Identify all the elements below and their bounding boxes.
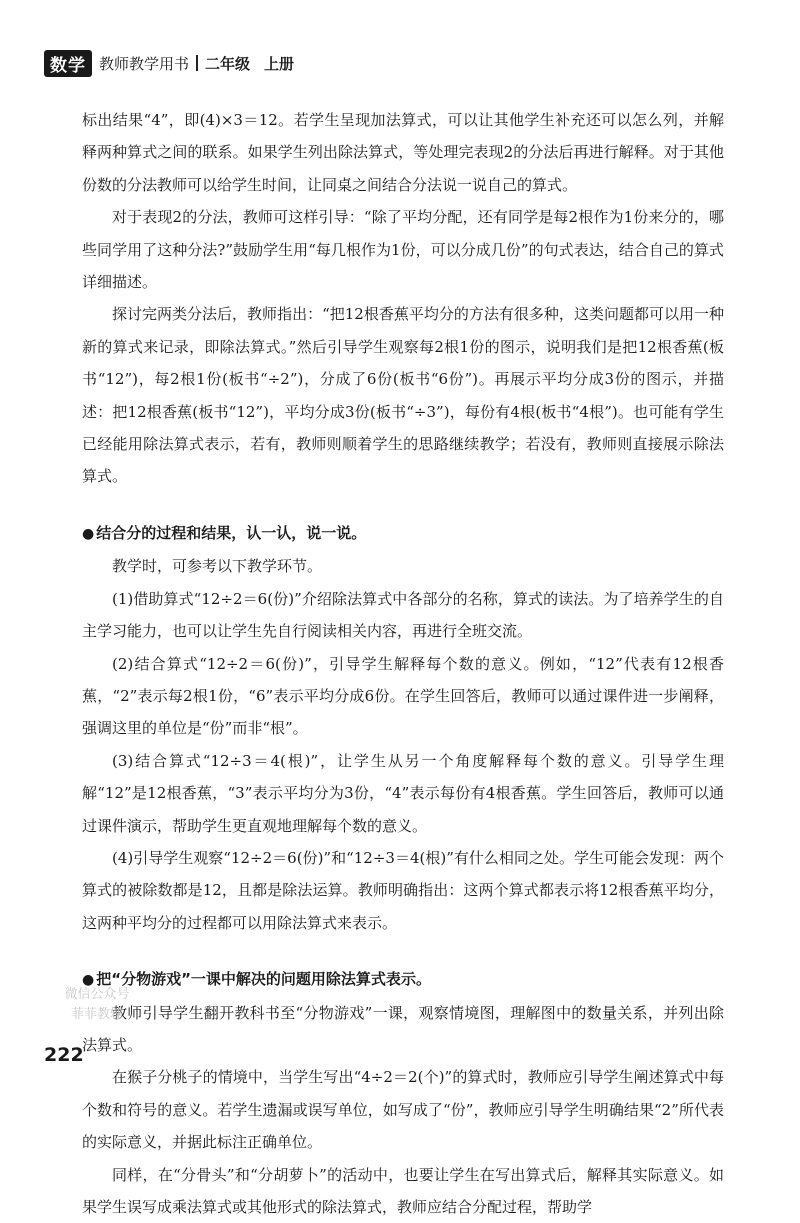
paragraph: 对于表现2的分法，教师可这样引导：“除了平均分配，还有同学是每2根作为1份来分的，哪些同学用了这种分法?”鼓励学生用“每几根作为1份，可以分成几份”的句式表达，结合自己的算式详细描述。 (82, 208, 724, 292)
watermark-line: 微信公众号 (64, 987, 130, 1002)
list-item: (3)结合算式“12÷3＝4(根)”，让学生从另一个角度解释每个数的意义。引导学生理解“12”是12根香蕉，“3”表示平均分为3份，“4”表示每份有4根香蕉。学生回答后，教师可以通过课件演示，帮助学生更直观地理解每个数的意义。 (82, 751, 724, 835)
paragraph: 同样，在“分骨头”和“分胡萝卜”的活动中，也要让学生在写出算式后，解释其实际意义。如果学生误写成乘法算式或其他形式的除法算式，教师应结合分配过程，帮助学 (82, 1165, 724, 1216)
paragraph: 在猴子分桃子的情境中，当学生写出“4÷2＝2(个)”的算式时，教师应引导学生阐述算式中每个数和符号的意义。若学生遗漏或误写单位，如写成了“份”，教师应引导学生明确结果“2”所代表的实际意义，并据此标注正确单位。 (82, 1068, 724, 1152)
list-item: (4)引导学生观察“12÷2＝6(份)”和“12÷3＝4(根)”有什么相同之处。学生可能会发现：两个算式的被除数都是12，且都是除法运算。教师明确指出：这两个算式都表示将12根香蕉平均分，这两种平均分的过程都可以用除法算式来表示。 (82, 848, 724, 932)
section-heading: ● 结合分的过程和结果，认一认，说一说。 (82, 517, 724, 550)
page-body (82, 104, 724, 1223)
watermark (42, 985, 152, 1025)
paragraph-continuation: 标出结果“4”，即(4)×3＝12。若学生呈现加法算式，可以让其他学生补充还可以怎么列，并解释两种算式之间的联系。如果学生列出除法算式，等处理完表现2的分法后再进行解释。对于其他份数的分法教师可以给学生时间，让同桌之间结合分法说一说自己的算式。 (82, 111, 724, 194)
paragraph: 探讨完两类分法后，教师指出：“把12根香蕉平均分的方法有很多种，这类问题都可以用一种新的算式来记录，即除法算式。”然后引导学生观察每2根1份的图示，说明我们是把12根香蕉(板书“12”)，每2根1份(板书“÷2”)，分成了6份(板书“6份”)。再展示平均分成3份的图示，并描述：把12根香蕉(板书“12”)，平均分成3份(板书“÷3”)，每份有4根(板书“4根”)。也可能有学生已经能用除法算式表示，若有，教师则顺着学生的思路继续教学；若没有，教师则直接展示除法算式。 (82, 305, 724, 486)
running-header (44, 50, 294, 76)
paragraph: 教师引导学生翻开教科书至“分物游戏”一课，观察情境图，理解图中的数量关系，并列出除法算式。 (82, 1003, 724, 1054)
subject-logo: 数学 (44, 50, 92, 77)
grade-label: 二年级 (205, 54, 251, 73)
paragraph: 教学时，可参考以下教学环节。 (112, 557, 323, 576)
volume-label: 上册 (264, 54, 295, 73)
section-heading: ● 把“分物游戏”一课中解决的问题用除法算式表示。 (82, 963, 724, 996)
header-divider (196, 55, 198, 71)
list-item: (2)结合算式“12÷2＝6(份)”，引导学生解释每个数的意义。例如，“12”代表有12根香蕉，“2”表示每2根1份，“6”表示平均分成6份。在学生回答后，教师可以通过课件进一步阐释，强调这里的单位是“份”而非“根”。 (82, 654, 724, 738)
list-item: (1)借助算式“12÷2＝6(份)”介绍除法算式中各部分的名称，算式的读法。为了培养学生的自主学习能力，也可以让学生先自行阅读相关内容，再进行全班交流。 (82, 589, 724, 641)
book-title: 教师教学用书 (99, 54, 190, 73)
watermark-line: 菲菲教辅 (70, 1007, 123, 1022)
page-number: 222 (44, 1044, 84, 1066)
